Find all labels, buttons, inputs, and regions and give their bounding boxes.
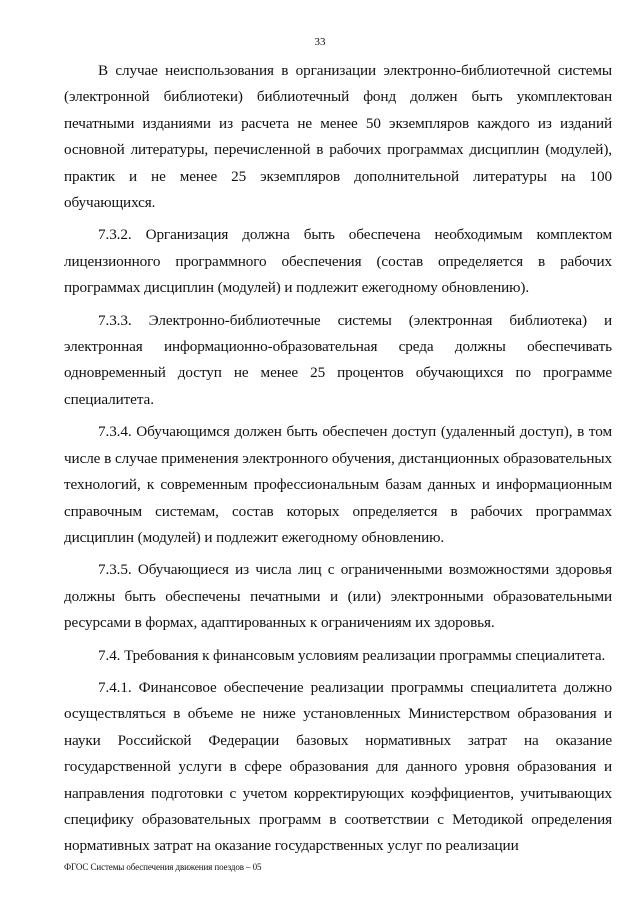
paragraph-7-3-2: 7.3.2. Организация должна быть обеспечена необходимым комплектом лицензионного программного обеспечения (состав определяется в рабочих программах дисциплин (модулей) и подлежит ежегодному обновлению). <box>64 226 612 297</box>
page-footer: ФГОС Системы обеспечения движения поездов – 05 <box>64 862 262 872</box>
document-body <box>64 58 612 866</box>
paragraph-7-3-5: 7.3.5. Обучающиеся из числа лиц с ограниченными возможностями здоровья должны быть обеспечены печатными и (или) электронными образовательными ресурсами в формах, адаптированных к ограничениям их здоровья. <box>64 561 612 632</box>
paragraph-7-3-4: 7.3.4. Обучающимся должен быть обеспечен доступ (удаленный доступ), в том числе в случае применения электронного обучения, дистанционных образовательных технологий, к современным профессиональным базам данных и информационным справочным системам, состав которых определяется в рабочих программах дисциплин (модулей) и подлежит ежегодному обновлению. <box>64 423 612 546</box>
paragraph-7-4-1: 7.4.1. Финансовое обеспечение реализации программы специалитета должно осуществляться в объеме не ниже установленных Министерством образования и науки Российской Федерации базовых нормативных затрат на оказание государственной услуги в сфере образования для данного уровня образования и направления подготовки с учетом корректирующих коэффициентов, учитывающих специфику образовательных программ в соответствии с Методикой определения нормативных затрат на оказание государственных услуг по реализации <box>64 678 612 855</box>
paragraph-7-4: 7.4. Требования к финансовым условиям реализации программы специалитета. <box>98 646 606 664</box>
page-number: 33 <box>314 36 326 48</box>
paragraph-library-fund: В случае неиспользования в организации электронно-библиотечной системы (электронной библиотеки) библиотечный фонд должен быть укомплектован печатными изданиями из расчета не менее 50 экземпляров каждого из изданий основной литературы, перечисленной в рабочих программах дисциплин (модулей), практик и не менее 25 экземпляров дополнительной литературы на 100 обучающихся. <box>64 62 612 212</box>
paragraph-7-3-3: 7.3.3. Электронно-библиотечные системы (электронная библиотека) и электронная информационно-образовательная среда должны обеспечивать одновременный доступ не менее 25 процентов обучающихся по программе специалитета. <box>64 311 612 408</box>
